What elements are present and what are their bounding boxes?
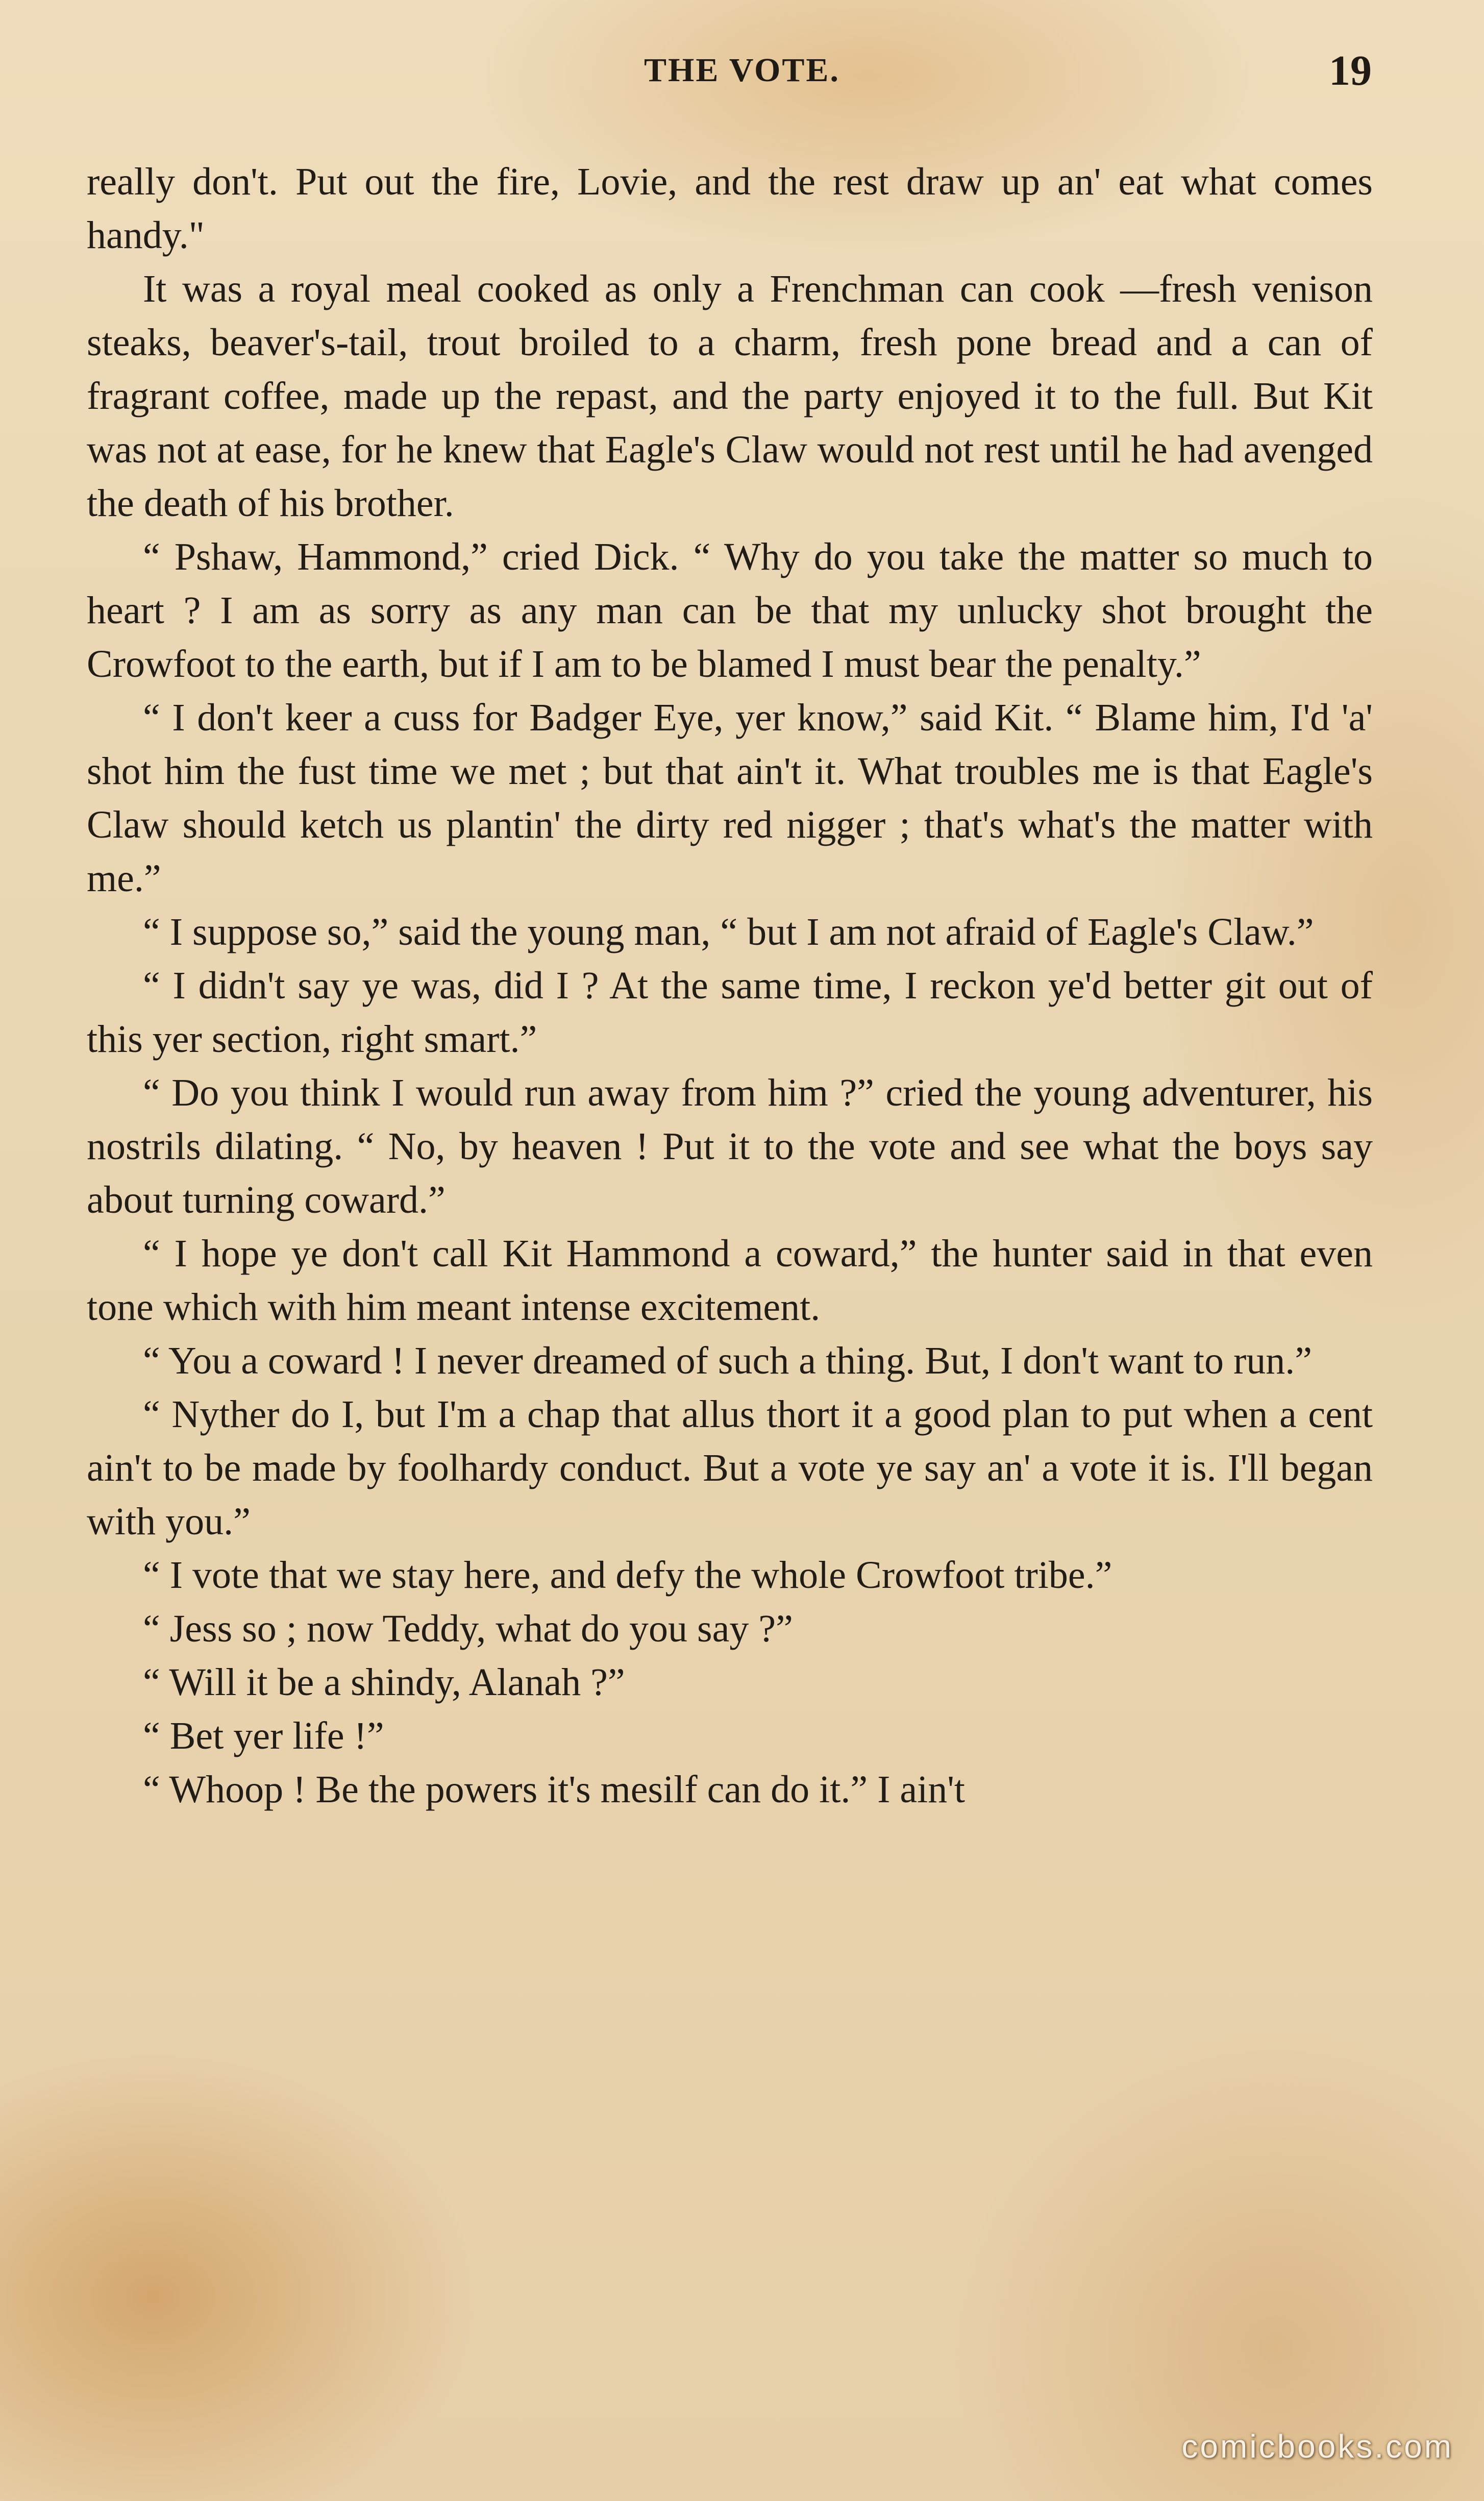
paragraph: “ Bet yer life !” <box>143 1714 384 1757</box>
running-title: THE VOTE. <box>644 52 840 89</box>
paragraph: “ Nyther do I, but I'm a chap that allus thort it a good plan to put when a cent ain't to be made by foolhardy conduct. But a vote ye say an' a vote it is. I'll began with you.” <box>87 1393 1373 1543</box>
paragraph: “ I suppose so,” said the young man, “ but I am not afraid of Eagle's Claw.” <box>143 911 1314 953</box>
paragraph: “ I vote that we stay here, and defy the whole Crowfoot tribe.” <box>143 1554 1112 1597</box>
paragraph: “ Will it be a shindy, Alanah ?” <box>143 1661 625 1704</box>
body-text <box>87 155 1373 1817</box>
paragraph: It was a royal meal cooked as only a Frenchman can cook —fresh venison steaks, beaver's-tail, trout broiled to a charm, fresh pone bread and a can of fragrant coffee, made up the repast, and the party enjoyed it to the full. But Kit was not at ease, for he knew that Eagle's Claw would not rest until he had avenged the death of his brother. <box>87 267 1373 525</box>
paragraph: “ I didn't say ye was, did I ? At the same time, I reckon ye'd better git out of this yer section, right smart.” <box>87 964 1373 1061</box>
paragraph: “ I hope ye don't call Kit Hammond a coward,” the hunter said in that even tone which with him meant intense excitement. <box>87 1232 1373 1329</box>
paragraph: “ Do you think I would run away from him ?” cried the young adventurer, his nostrils dilating. “ No, by heaven ! Put it to the vote and see what the boys say about turning coward.” <box>87 1071 1373 1221</box>
paragraph: “ Pshaw, Hammond,” cried Dick. “ Why do you take the matter so much to heart ? I am as sorry as any man can be that my unlucky shot brought the Crowfoot to the earth, but if I am to be blamed I must bear the penalty.” <box>87 535 1373 685</box>
paragraph: “ I don't keer a cuss for Badger Eye, yer know,” said Kit. “ Blame him, I'd 'a' shot him the fust time we met ; but that ain't it. What troubles me is that Eagle's Claw should ketch us plantin' the dirty red nigger ; that's what's the matter with me.” <box>87 696 1373 900</box>
paragraph: “ You a coward ! I never dreamed of such a thing. But, I don't want to run.” <box>143 1339 1312 1382</box>
paragraph: “ Jess so ; now Teddy, what do you say ?” <box>143 1607 793 1650</box>
watermark: comicbooks.com <box>1181 2428 1453 2465</box>
paragraph: really don't. Put out the fire, Lovie, and the rest draw up an' eat what comes handy." <box>87 160 1373 257</box>
page-number: 19 <box>1329 47 1372 94</box>
paragraph: “ Whoop ! Be the powers it's mesilf can do it.” I ain't <box>143 1768 966 1811</box>
